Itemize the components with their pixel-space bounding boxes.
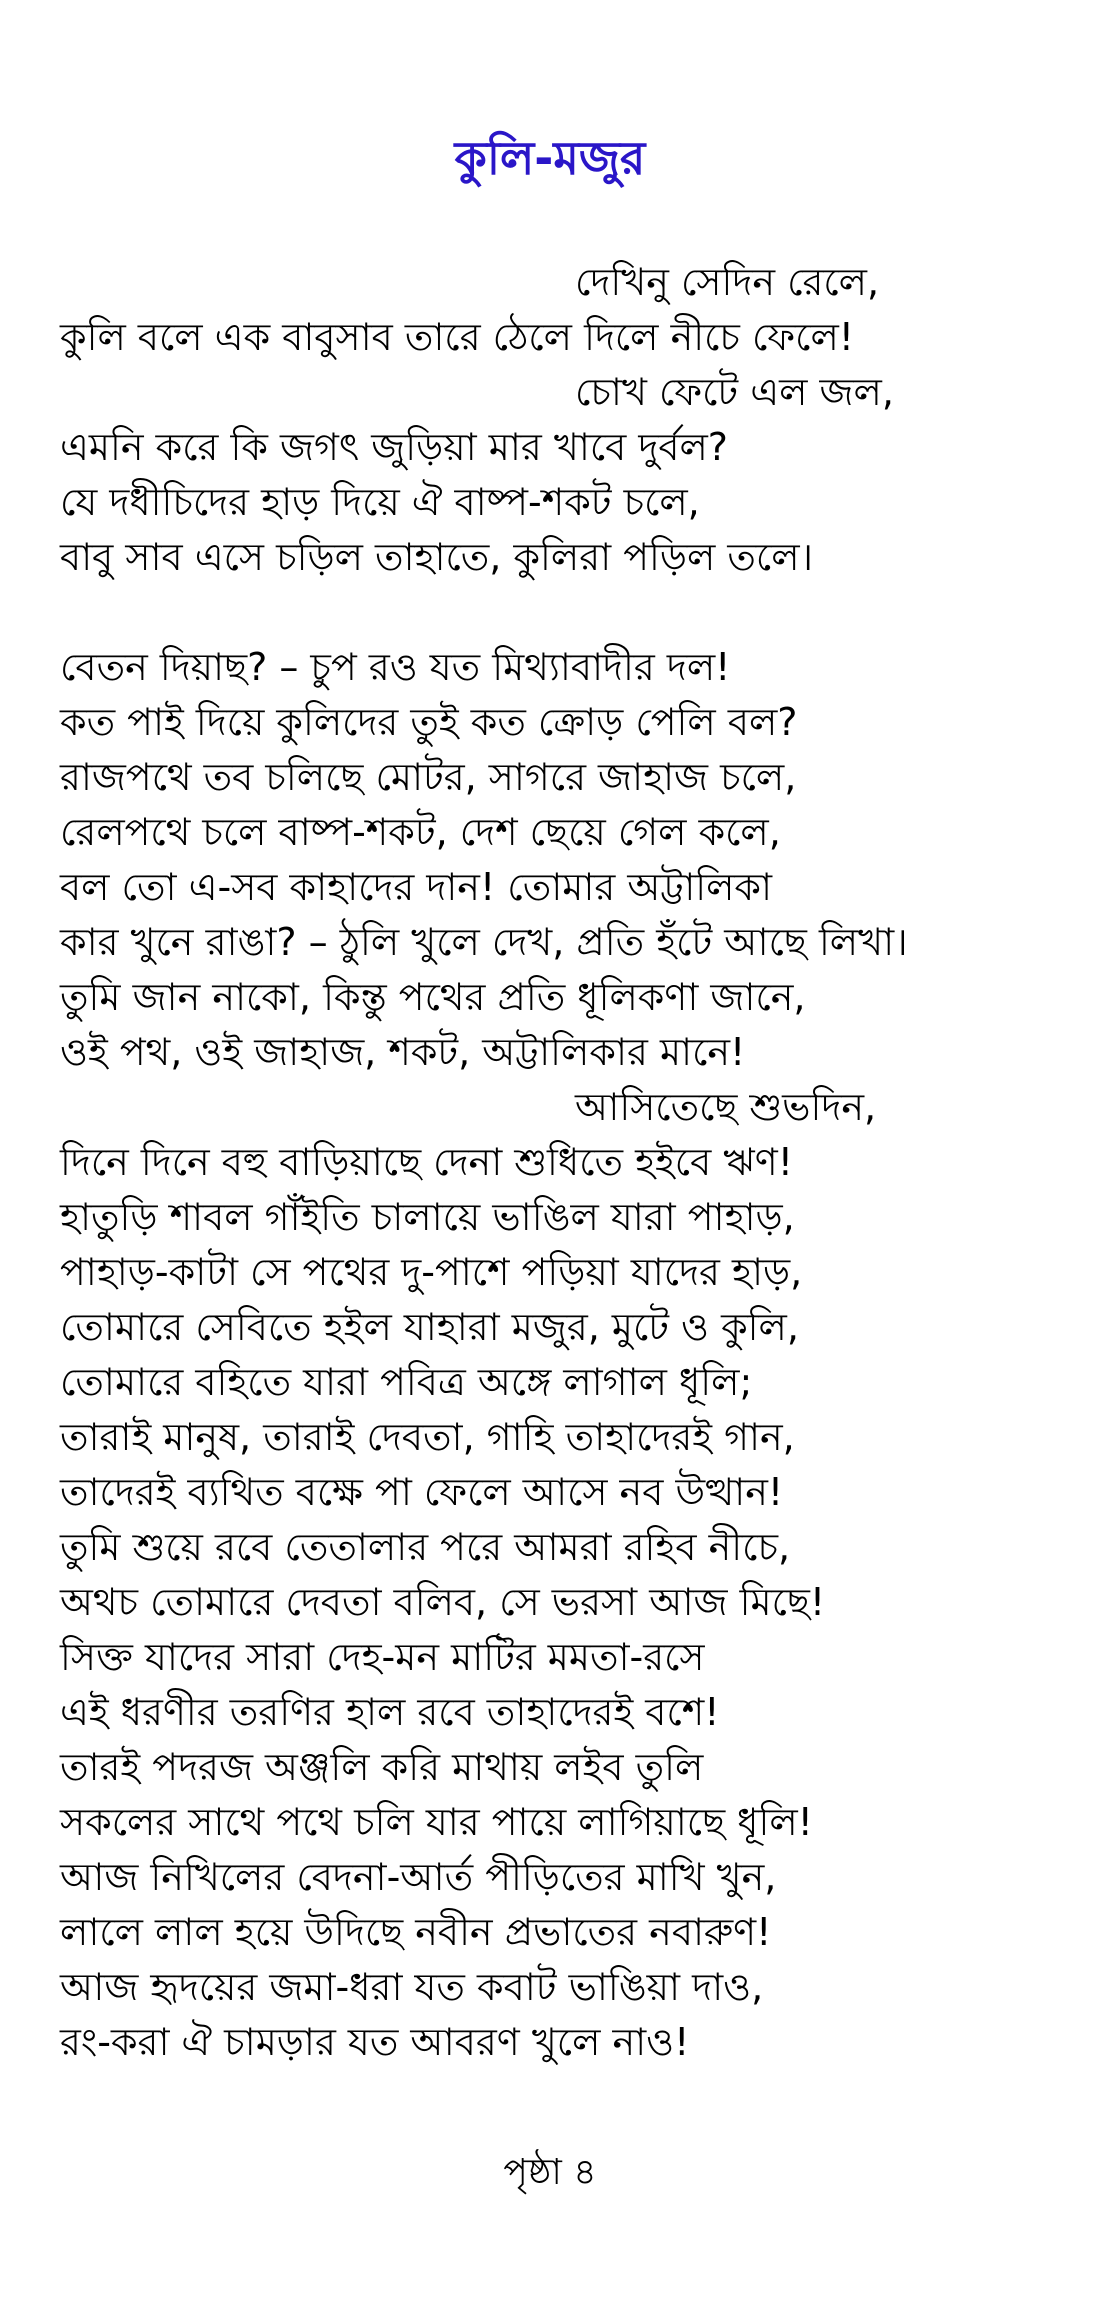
poem-line: তোমারে সেবিতে হইল যাহারা মজুর, মুটে ও কুলি, xyxy=(60,1305,799,1349)
poem-line: অথচ তোমারে দেবতা বলিব, সে ভরসা আজ মিছে! xyxy=(60,1580,826,1624)
poem-line: বাবু সাব এসে চড়িল তাহাতে, কুলিরা পড়িল তলে। xyxy=(60,535,814,579)
page-number: পৃষ্ঠা ৪ xyxy=(503,2152,597,2193)
poem-line: দেখিনু সেদিন রেলে, xyxy=(575,260,880,304)
poem-line: যে দধীচিদের হাড় দিয়ে ঐ বাষ্প-শকট চলে, xyxy=(60,480,700,524)
poem-line: সকলের সাথে পথে চলি যার পায়ে লাগিয়াছে ধূলি! xyxy=(60,1800,813,1844)
poem-line: তাদেরই ব্যথিত বক্ষে পা ফেলে আসে নব উত্থান! xyxy=(60,1470,784,1514)
poem-line: বেতন দিয়াছ? – চুপ রও যত মিথ্যাবাদীর দল! xyxy=(60,645,731,689)
poem-line: লালে লাল হয়ে উদিছে নবীন প্রভাতের নবারুণ! xyxy=(60,1910,772,1954)
poem-line: কার খুনে রাঙা? – ঠুলি খুলে দেখ, প্রতি হঁটে আছে লিখা। xyxy=(60,920,908,964)
poem-body xyxy=(60,255,1060,2070)
poem-line: এই ধরণীর তরণির হাল রবে তাহাদেরই বশে! xyxy=(60,1690,720,1734)
poem-line: আজ হৃদয়ের জমা-ধরা যত কবাট ভাঙিয়া দাও, xyxy=(60,1965,764,2009)
poem-line: তারই পদরজ অঞ্জলি করি মাথায় লইব তুলি xyxy=(60,1745,704,1789)
poem-line: তুমি শুয়ে রবে তেতালার পরে আমরা রহিব নীচে, xyxy=(60,1525,791,1569)
poem-line: তুমি জান নাকো, কিন্তু পথের প্রতি ধূলিকণা জানে, xyxy=(60,975,806,1019)
poem-line: চোখ ফেটে এল জল, xyxy=(575,370,894,414)
poem-line: কত পাই দিয়ে কুলিদের তুই কত ক্রোড় পেলি বল? xyxy=(60,700,798,744)
stanza-gap xyxy=(60,585,1060,640)
poem-line: আজ নিখিলের বেদনা-আর্ত পীড়িতের মাখি খুন, xyxy=(60,1855,777,1899)
poem-line: ওই পথ, ওই জাহাজ, শকট, অট্টালিকার মানে! xyxy=(60,1030,746,1074)
poem-line: কুলি বলে এক বাবুসাব তারে ঠেলে দিলে নীচে ফেলে! xyxy=(60,315,854,359)
poem-line: দিনে দিনে বহু বাড়িয়াছে দেনা শুধিতে হইবে ঋণ! xyxy=(60,1140,793,1184)
poem-line: হাতুড়ি শাবল গাঁইতি চালায়ে ভাঙিল যারা পাহাড়, xyxy=(60,1195,795,1239)
poem-line: তারাই মানুষ, তারাই দেবতা, গাহি তাহাদেরই গান, xyxy=(60,1415,795,1459)
poem-line: আসিতেছে শুভদিন, xyxy=(575,1085,877,1129)
poem-line: সিক্ত যাদের সারা দেহ-মন মাটির মমতা-রসে xyxy=(60,1635,705,1679)
poem-line: তোমারে বহিতে যারা পবিত্র অঙ্গে লাগাল ধূলি; xyxy=(60,1360,753,1404)
poem-line: রং-করা ঐ চামড়ার যত আবরণ খুলে নাও! xyxy=(60,2020,690,2064)
poem-line: পাহাড়-কাটা সে পথের দু-পাশে পড়িয়া যাদের হাড়, xyxy=(60,1250,803,1294)
poem-title: কুলি-মজুর xyxy=(454,131,646,185)
poem-line: রেলপথে চলে বাষ্প-শকট, দেশ ছেয়ে গেল কলে, xyxy=(60,810,781,854)
poem-line: এমনি করে কি জগৎ জুড়িয়া মার খাবে দুর্বল? xyxy=(60,425,728,469)
poem-line: বল তো এ-সব কাহাদের দান! তোমার অট্টালিকা xyxy=(60,865,773,909)
poem-line: রাজপথে তব চলিছে মোটর, সাগরে জাহাজ চলে, xyxy=(60,755,797,799)
